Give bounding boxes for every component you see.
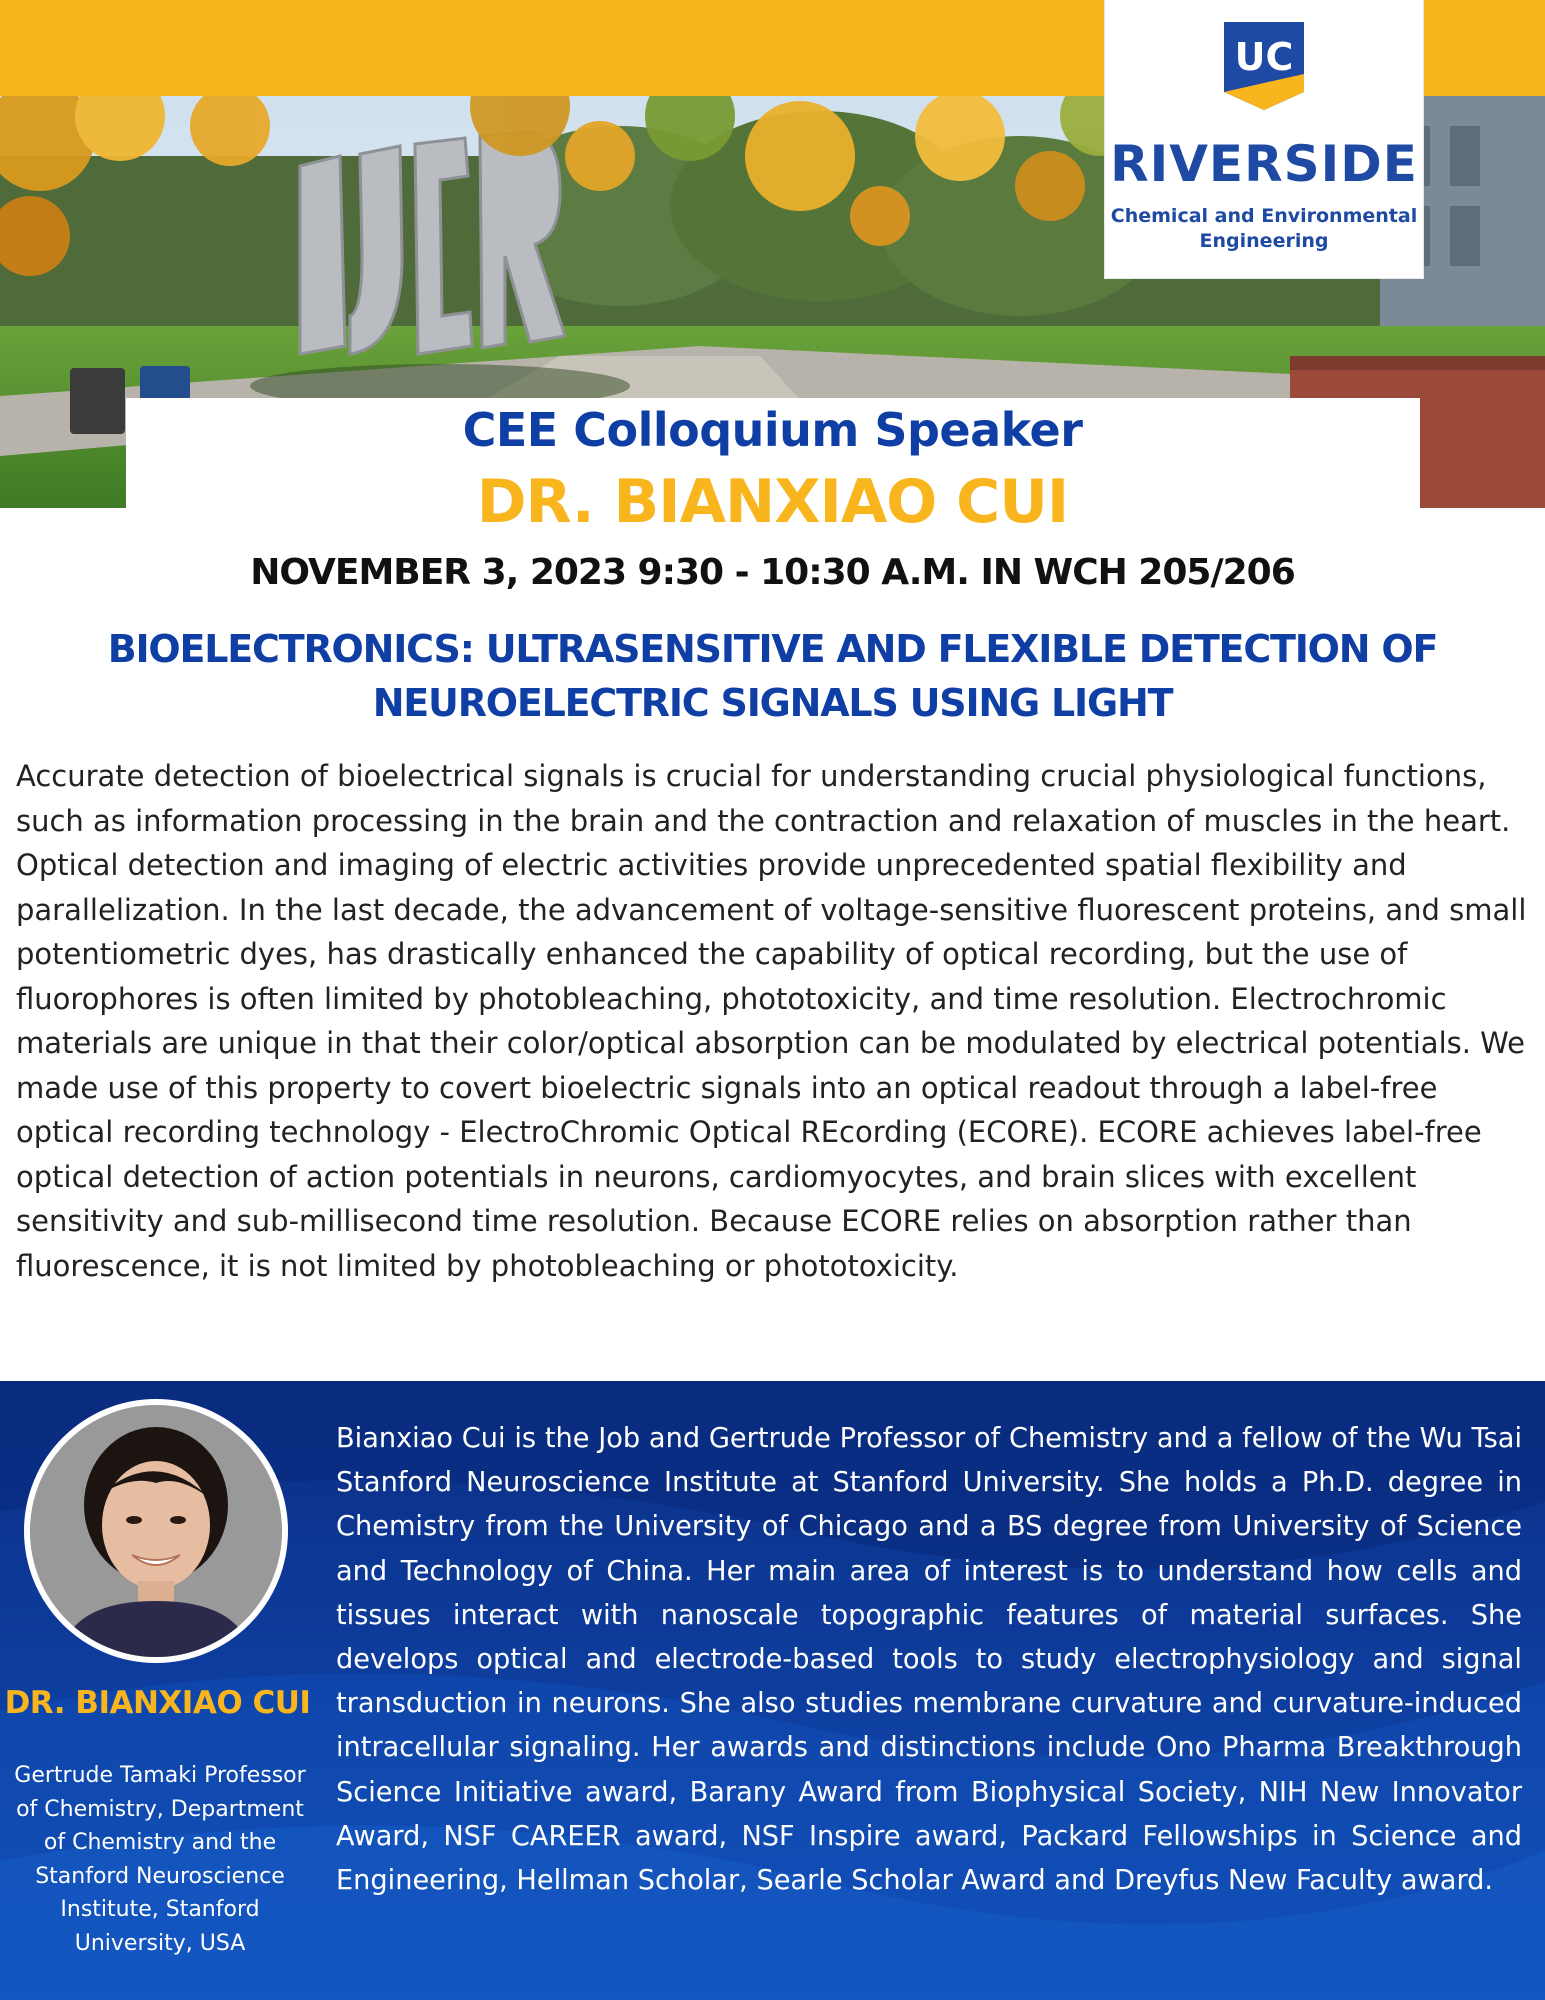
logo-department: Chemical and Environmental Engineering [1110, 205, 1418, 252]
event-date-location: NOVEMBER 3, 2023 9:30 - 10:30 A.M. IN WCH 205/206 [250, 552, 1295, 593]
speaker-bio-section [0, 1381, 1545, 2000]
uc-shield-icon [1224, 22, 1304, 110]
speaker-headline: DR. BIANXIAO CUI [476, 467, 1069, 537]
speaker-bio: Bianxiao Cui is the Job and Gertrude Professor of Chemistry and a fellow of the Wu Tsai Stanford Neuroscience Institute at Stanford University. She holds a Ph.D. degree in Chemistry from the University of Chicago and a BS degree from University of Science and Technology of China. Her main area of interest is to understand how cells and tissues interact with nanoscale topographic features of material surfaces. She develops optical and electrode-based tools to study electrophysiology and signal transduction in neurons. She also studies membrane curvature and curvature-induced intracellular signaling. Her awards and distinctions include Ono Pharma Breakthrough Science Initiative award, Barany Award from Biophysical Society, NIH New Innovator Award, NSF CAREER award, NSF Inspire award, Packard Fellowships in Science and Engineering, Hellman Scholar, Searle Scholar Award and Dreyfus New Faculty award. [336, 1423, 1522, 1897]
speaker-photo [30, 1405, 282, 1657]
uc-mark-text: UC [1234, 35, 1294, 79]
speaker-affiliation: Gertrude Tamaki Professor of Chemistry, Department of Chemistry and the Stanford Neuroscience Institute, Stanford University, USA [14, 1763, 306, 1956]
ucr-logo [1105, 0, 1423, 278]
speaker-portrait [24, 1399, 288, 1663]
logo-campus: RIVERSIDE [1110, 135, 1418, 193]
speaker-name: DR. BIANXIAO CUI [4, 1685, 311, 1721]
talk-abstract: Accurate detection of bioelectrical signals is crucial for understanding crucial physiological functions, such as information processing in the brain and the contraction and relaxation of muscles in the heart. Optical detection and imaging of electric activities provide unprecedented spatial flexibility and parallelization. In the last decade, the advancement of voltage-sensitive fluorescent proteins, and small potentiometric dyes, has drastically enhanced the capability of optical recording, but the use of fluorophores is often limited by photobleaching, phototoxicity, and time resolution. Electrochromic materials are unique in that their color/optical absorption can be modulated by electrical potentials. We made use of this property to covert bioelectric signals into an optical readout through a label-free optical recording technology - ElectroChromic Optical REcording (ECORE). ECORE achieves label-free optical detection of action potentials in neurons, cardiomyocytes, and brain slices with excellent sensitivity and sub-millisecond time resolution. Because ECORE relies on absorption rather than fluorescence, it is not limited by photobleaching or phototoxicity. [16, 759, 1527, 1283]
series-title: CEE Colloquium Speaker [462, 403, 1083, 457]
talk-title: BIOELECTRONICS: ULTRASENSITIVE AND FLEXIBLE DETECTION OF NEUROELECTRIC SIGNALS USING LIGHT [107, 627, 1438, 725]
